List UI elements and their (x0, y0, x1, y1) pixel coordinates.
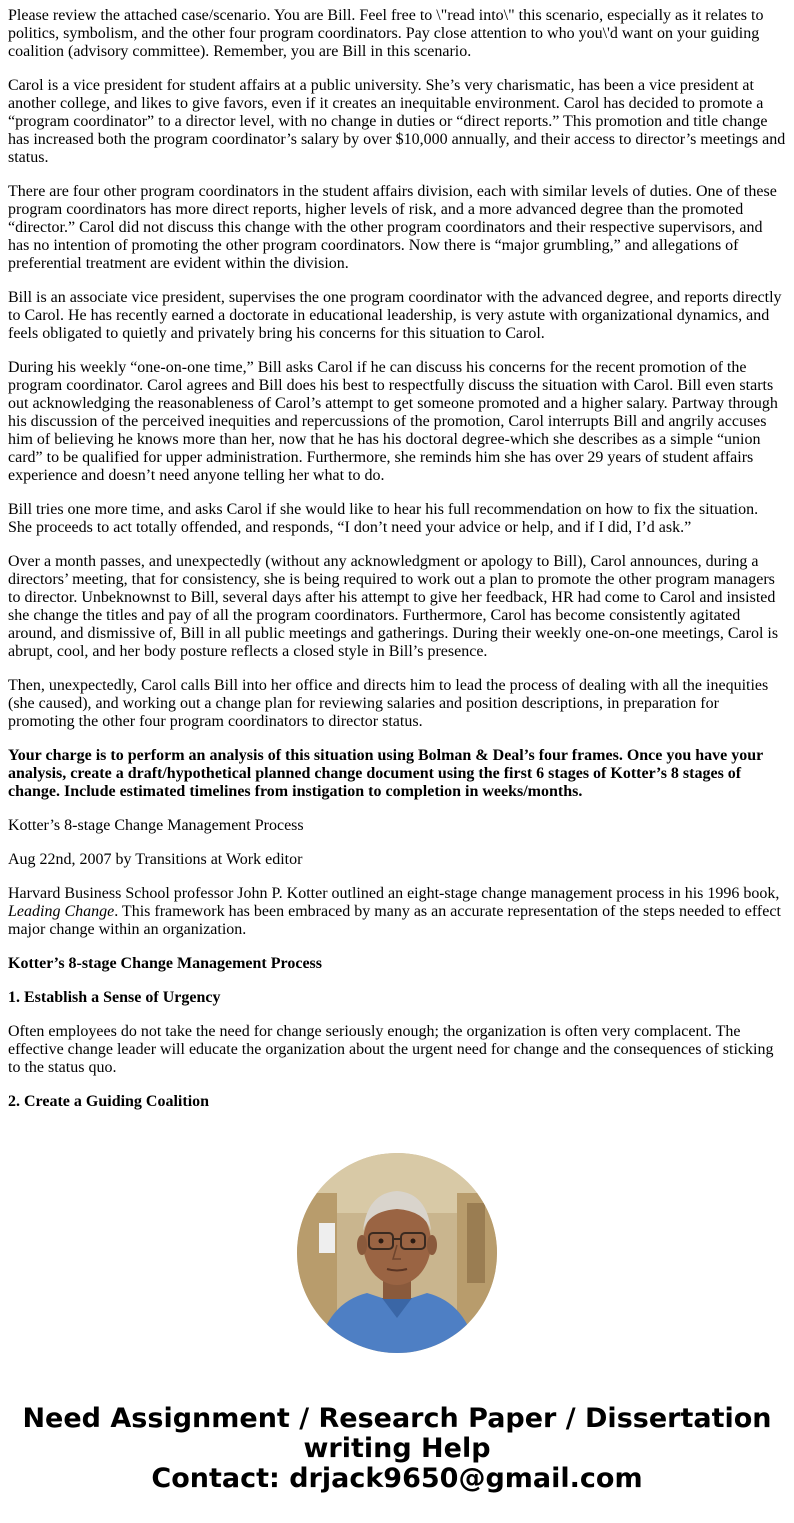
case-paragraph-retry: Bill tries one more time, and asks Carol if she would like to hear his full recommendation on how to fix the situation. She proceeds to act totally offended, and responds, “I don’t need your advice or help, and if I did, I’d ask.” (8, 501, 759, 536)
promo-line-1: Need Assignment / Research Paper / Dissertation (22, 1403, 772, 1434)
case-paragraph-month-later: Over a month passes, and unexpectedly (without any acknowledgment or apology to Bill), Carol announces, during a directors’ meeting, that for consistency, she is being required to work out a plan to promote the other program managers to director. Unbeknownst to Bill, several days after his attempt to give her feedback, HR had come to Carol and insisted she change the titles and pay of all the program coordinators. Furthermore, Carol has become consistently agitated around, and dismissive of, Bill in all public meetings and gatherings. During their weekly one-on-one meetings, Carol is abrupt, cool, and her body posture reflects a closed style in Bill’s presence. (8, 553, 779, 660)
article-intro-text-c: . This framework has been embraced by many as an accurate representation of the steps needed to effect major change within an organization. (8, 903, 781, 938)
case-paragraph-coordinators: There are four other program coordinators in the student affairs division, each with similar levels of duties. One of these program coordinators has more direct reports, higher levels of risk, and a more advanced degree than the promoted “director.” Carol did not discuss this change with the other program coordinators and their respective supervisors, and has no intention of promoting the other program coordinators. Now there is “major grumbling,” and allegations of preferential treatment are evident within the division. (8, 183, 777, 272)
article-intro (8, 885, 786, 939)
document-body (8, 7, 786, 1127)
article-title: Kotter’s 8-stage Change Management Process (8, 817, 304, 834)
assignment-charge: Your charge is to perform an analysis of this situation using Bolman & Deal’s four frames. Once you have your analysis, create a draft/hypothetical planned change document using the first 6 stages of Kotter’s 8 stages of change. Include estimated timelines from instigation to completion in weeks/months. (8, 747, 763, 800)
promo-footer (0, 1404, 794, 1494)
stage-2-heading: 2. Create a Guiding Coalition (8, 1093, 210, 1110)
promo-contact-line: Contact: drjack9650@gmail.com (151, 1463, 643, 1494)
case-paragraph-meeting: During his weekly “one-on-one time,” Bill asks Carol if he can discuss his concerns for the recent promotion of the program coordinator. Carol agrees and Bill does his best to respectfully discuss the situation with Carol. Bill even starts out acknowledging the reasonableness of Carol’s attempt to get someone promoted and a higher salary. Partway through his discussion of the perceived inequities and repercussions of the promotion, Carol interrupts Bill and angrily accuses him of believing he knows more than her, now that he has his doctoral degree-which she describes as a simple “union card” to be qualified for upper administration. Furthermore, she reminds him she has over 29 years of student affairs experience and doesn’t need anyone telling her what to do. (8, 359, 778, 484)
stage-1-heading: 1. Establish a Sense of Urgency (8, 989, 221, 1006)
case-paragraph-directive: Then, unexpectedly, Carol calls Bill into her office and directs him to lead the process of dealing with all the inequities (she caused), and working out a change plan for reviewing salaries and position descriptions, in preparation for promoting the other four program coordinators to director status. (8, 677, 769, 730)
article-byline: Aug 22nd, 2007 by Transitions at Work editor (8, 851, 303, 868)
intro-paragraph: Please review the attached case/scenario. You are Bill. Feel free to \"read into\" this scenario, especially as it relates to politics, symbolism, and the other four program coordinators. Pay close attention to who you\'d want on your guiding coalition (advisory committee). Remember, you are Bill in this scenario. (8, 7, 764, 60)
avatar (297, 1153, 497, 1353)
book-title: Leading Change (8, 903, 115, 920)
case-paragraph-carol: Carol is a vice president for student affairs at a public university. She’s very charismatic, has been a vice president at another college, and likes to give favors, even if it creates an inequitable environment. Carol has decided to promote a “program coordinator” to a director level, with no change in duties or “direct reports.” This promotion and title change has increased both the program coordinator’s salary by over $10,000 annually, and their access to director’s meetings and status. (8, 77, 786, 166)
article-intro-text-a: Harvard Business School professor John P. Kotter outlined an eight-stage change management process in his 1996 book, (8, 885, 780, 902)
case-paragraph-bill: Bill is an associate vice president, supervises the one program coordinator with the advanced degree, and reports directly to Carol. He has recently earned a doctorate in educational leadership, is very astute with organizational dynamics, and feels obligated to quietly and privately bring his concerns for this situation to Carol. (8, 289, 782, 342)
portrait-image (297, 1153, 497, 1353)
stage-1-description: Often employees do not take the need for change seriously enough; the organization is often very complacent. The effective change leader will educate the organization about the urgent need for change and the consequences of sticking to the status quo. (8, 1023, 774, 1076)
section-heading: Kotter’s 8-stage Change Management Process (8, 955, 322, 972)
promo-line-2: writing Help (303, 1433, 491, 1464)
